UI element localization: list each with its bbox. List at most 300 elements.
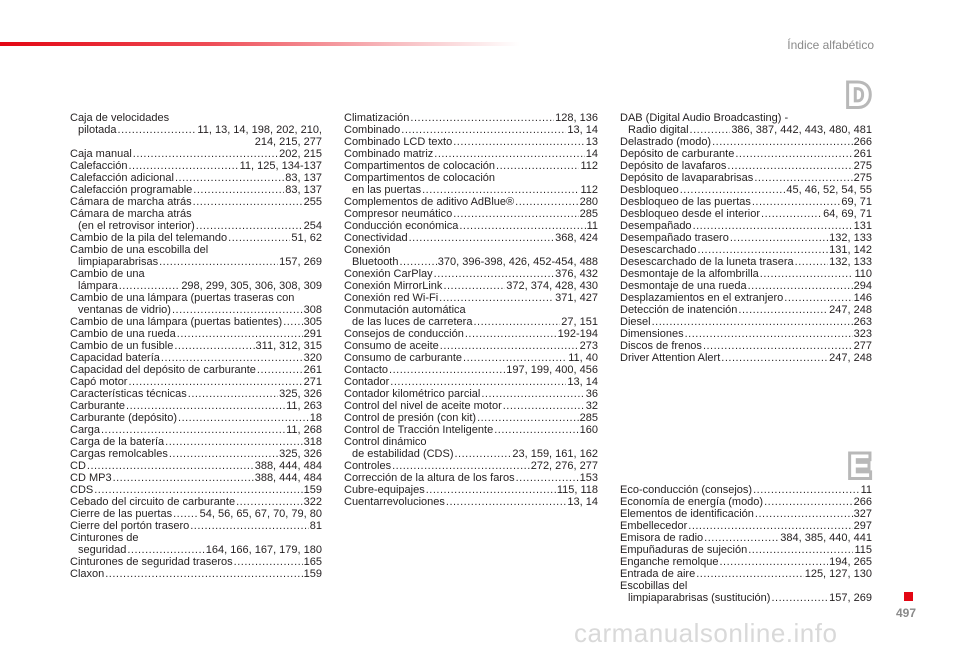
index-term: Combinado bbox=[344, 124, 401, 136]
index-line bbox=[70, 544, 322, 556]
index-pages: 247, 248 bbox=[829, 352, 872, 364]
dot-leader bbox=[688, 520, 852, 532]
index-term: Cambio de la pila del telemando bbox=[70, 232, 228, 244]
index-entry bbox=[70, 436, 322, 448]
index-line bbox=[620, 184, 872, 196]
index-term: Desbloqueo de las puertas bbox=[620, 196, 751, 208]
dot-leader bbox=[399, 256, 436, 268]
index-term: Empuñaduras de sujeción bbox=[620, 544, 748, 556]
index-term: Carburante bbox=[70, 400, 126, 412]
dot-leader bbox=[178, 412, 309, 424]
index-line bbox=[70, 424, 322, 436]
index-term: Cambio de una escobilla del bbox=[70, 244, 209, 256]
dot-leader bbox=[753, 484, 860, 496]
index-line bbox=[70, 184, 322, 196]
dot-leader bbox=[236, 496, 303, 508]
index-entry bbox=[620, 316, 872, 328]
index-pages: 83, 137 bbox=[285, 184, 322, 196]
index-line bbox=[70, 256, 322, 268]
index-entry bbox=[70, 268, 322, 292]
index-line bbox=[620, 508, 872, 520]
index-pages: 254 bbox=[303, 220, 322, 232]
index-pages: 384, 385, 440, 441 bbox=[780, 532, 872, 544]
index-line bbox=[620, 160, 872, 172]
index-term: Cinturones de bbox=[70, 532, 139, 544]
index-term: Cambio de una bbox=[70, 268, 145, 280]
index-pages: 115 bbox=[854, 544, 872, 556]
dot-leader bbox=[721, 352, 828, 364]
index-term: Dimensiones bbox=[620, 328, 684, 340]
index-line bbox=[344, 340, 598, 352]
index-term: Depósito de lavafaros bbox=[620, 160, 727, 172]
index-line bbox=[70, 460, 322, 472]
index-pages: 64, 69, 71 bbox=[823, 208, 872, 220]
index-pages: 255 bbox=[303, 196, 322, 208]
index-pages: 23, 159, 161, 162 bbox=[512, 448, 598, 460]
index-pages: 291 bbox=[303, 328, 322, 340]
index-line bbox=[344, 424, 598, 436]
index-line bbox=[70, 520, 322, 532]
dot-leader bbox=[795, 256, 829, 268]
index-line bbox=[620, 304, 872, 316]
index-term: Cinturones de seguridad traseros bbox=[70, 556, 233, 568]
index-line bbox=[70, 304, 322, 316]
index-term: Depósito de lavaparabrisas bbox=[620, 172, 754, 184]
index-term: Compartimentos de colocación bbox=[344, 172, 496, 184]
index-entry bbox=[70, 376, 322, 388]
dot-leader bbox=[169, 448, 278, 460]
dot-leader bbox=[727, 160, 852, 172]
index-pages: 261 bbox=[853, 148, 872, 160]
index-term: Carga de la batería bbox=[70, 436, 165, 448]
index-entry bbox=[70, 388, 322, 400]
index-entry bbox=[344, 244, 598, 268]
index-term: Cambio de una rueda bbox=[70, 328, 176, 340]
dot-leader bbox=[760, 268, 854, 280]
index-entry bbox=[344, 412, 598, 424]
index-term: Capacidad del depósito de carburante bbox=[70, 364, 256, 376]
index-pages: 153 bbox=[579, 472, 598, 484]
index-line bbox=[70, 172, 322, 184]
index-pages: 157, 269 bbox=[279, 256, 322, 268]
index-pages: 131, 142 bbox=[829, 244, 872, 256]
index-line bbox=[344, 184, 598, 196]
index-line bbox=[344, 364, 598, 376]
index-line bbox=[70, 124, 322, 136]
index-entry bbox=[620, 208, 872, 220]
index-line bbox=[70, 220, 322, 232]
index-entry bbox=[70, 292, 322, 316]
index-term: Compartimentos de colocación bbox=[344, 160, 496, 172]
index-entry bbox=[70, 532, 322, 556]
dot-leader bbox=[496, 160, 579, 172]
dot-leader bbox=[463, 352, 567, 364]
dot-leader bbox=[234, 556, 303, 568]
index-line bbox=[70, 112, 322, 124]
index-term: Escobillas del bbox=[620, 580, 688, 592]
index-term: Conexión CarPlay bbox=[344, 268, 433, 280]
index-line bbox=[620, 148, 872, 160]
index-entry bbox=[70, 160, 322, 172]
index-term: Diesel bbox=[620, 316, 651, 328]
index-pages: 275 bbox=[853, 160, 872, 172]
index-term: Claxon bbox=[70, 568, 105, 580]
dot-leader bbox=[174, 340, 254, 352]
dot-leader bbox=[453, 208, 578, 220]
dot-leader bbox=[712, 136, 853, 148]
index-entry bbox=[70, 316, 322, 328]
dot-leader bbox=[730, 232, 828, 244]
index-term: Control del nivel de aceite motor bbox=[344, 400, 502, 412]
index-pages: 277 bbox=[853, 340, 872, 352]
index-line bbox=[620, 244, 872, 256]
index-line bbox=[620, 208, 872, 220]
index-line bbox=[344, 268, 598, 280]
index-pages: 273 bbox=[579, 340, 598, 352]
dot-leader bbox=[685, 328, 853, 340]
dot-leader bbox=[173, 508, 199, 520]
index-term: Carburante (depósito) bbox=[70, 412, 178, 424]
index-entry bbox=[70, 364, 322, 376]
dot-leader bbox=[161, 352, 303, 364]
watermark: carmanualsonline.info bbox=[574, 618, 838, 648]
dot-leader bbox=[477, 412, 579, 424]
index-pages: 132, 133 bbox=[829, 232, 872, 244]
index-pages: 388, 444, 484 bbox=[254, 460, 322, 472]
index-line bbox=[344, 292, 598, 304]
index-pages: 275 bbox=[853, 172, 872, 184]
index-pages: 83, 137 bbox=[285, 172, 322, 184]
dot-leader bbox=[453, 136, 585, 148]
index-entry bbox=[344, 136, 598, 148]
index-line bbox=[344, 244, 598, 256]
index-pages: 13 bbox=[585, 136, 598, 148]
index-entry bbox=[344, 484, 598, 496]
index-entry bbox=[70, 352, 322, 364]
index-term: Consumo de aceite bbox=[344, 340, 439, 352]
index-term: Radio digital bbox=[628, 124, 689, 136]
index-entry bbox=[70, 244, 322, 268]
index-pages: 11 bbox=[860, 484, 872, 496]
index-pages: 13, 14 bbox=[567, 124, 598, 136]
index-term: Desempañado trasero bbox=[620, 232, 729, 244]
index-entry bbox=[344, 148, 598, 160]
page-marker-square bbox=[904, 592, 913, 601]
index-line bbox=[344, 148, 598, 160]
index-entry bbox=[344, 304, 598, 328]
index-term: Control de Tracción Inteligente bbox=[344, 424, 494, 436]
index-pages: 146 bbox=[853, 292, 872, 304]
index-term: en las puertas bbox=[352, 184, 422, 196]
index-pages: 266 bbox=[853, 496, 872, 508]
dot-leader bbox=[392, 460, 530, 472]
index-entry bbox=[620, 568, 872, 580]
index-line bbox=[70, 268, 322, 280]
index-term: Controles bbox=[344, 460, 392, 472]
index-entry bbox=[70, 184, 322, 196]
index-line bbox=[620, 292, 872, 304]
index-line bbox=[344, 388, 598, 400]
index-term: Conexión MirrorLink bbox=[344, 280, 443, 292]
dot-leader bbox=[389, 364, 505, 376]
index-pages: 13, 14 bbox=[567, 496, 598, 508]
index-line bbox=[344, 436, 598, 448]
dot-leader bbox=[752, 196, 841, 208]
index-pages: 325, 326 bbox=[279, 448, 322, 460]
index-entry bbox=[70, 460, 322, 472]
index-line bbox=[620, 556, 872, 568]
index-pages: 197, 199, 400, 456 bbox=[506, 364, 598, 376]
index-pages: 371, 427 bbox=[555, 292, 598, 304]
dot-leader bbox=[704, 532, 779, 544]
index-line bbox=[70, 244, 322, 256]
dot-leader bbox=[761, 208, 822, 220]
index-pages: 81 bbox=[309, 520, 322, 532]
index-pages: 322 bbox=[303, 496, 322, 508]
index-line bbox=[620, 220, 872, 232]
index-term: Calefacción bbox=[70, 160, 128, 172]
dot-leader bbox=[196, 220, 303, 232]
index-line bbox=[344, 376, 598, 388]
dot-leader bbox=[434, 148, 584, 160]
index-pages: 36 bbox=[585, 388, 598, 400]
index-entry bbox=[620, 196, 872, 208]
header-accent-line bbox=[0, 42, 520, 46]
index-term: Contador kilométrico parcial bbox=[344, 388, 481, 400]
index-entry bbox=[344, 472, 598, 484]
index-pages: 27, 151 bbox=[561, 316, 598, 328]
dot-leader bbox=[193, 196, 303, 208]
dot-leader bbox=[439, 292, 554, 304]
index-term: Contador bbox=[344, 376, 390, 388]
index-term: (en el retrovisor interior) bbox=[78, 220, 195, 232]
index-term: Complementos de aditivo AdBlue® bbox=[344, 196, 515, 208]
index-line bbox=[620, 580, 872, 592]
index-pages: 11, 40 bbox=[568, 352, 598, 364]
index-line bbox=[70, 508, 322, 520]
index-line bbox=[344, 136, 598, 148]
index-entry bbox=[620, 280, 872, 292]
index-pages: 214, 215, 277 bbox=[254, 136, 322, 148]
index-line bbox=[620, 484, 872, 496]
index-pages: 298, 299, 305, 306, 308, 309 bbox=[181, 280, 322, 292]
index-entry bbox=[620, 520, 872, 532]
index-term: Economía de energía (modo) bbox=[620, 496, 764, 508]
index-term: Desescarchado bbox=[620, 244, 697, 256]
index-entry bbox=[620, 580, 872, 604]
index-term: Consejos de conducción bbox=[344, 328, 464, 340]
index-entry bbox=[620, 304, 872, 316]
index-entry bbox=[344, 328, 598, 340]
dot-leader bbox=[87, 460, 254, 472]
index-term: de estabilidad (CDS) bbox=[352, 448, 454, 460]
index-entry bbox=[344, 172, 598, 196]
index-pages: 54, 56, 65, 67, 70, 79, 80 bbox=[199, 508, 322, 520]
index-entry bbox=[344, 352, 598, 364]
index-pages: 125, 127, 130 bbox=[804, 568, 872, 580]
index-pages: 160 bbox=[579, 424, 598, 436]
index-term: Cubre-equipajes bbox=[344, 484, 425, 496]
index-pages: 323 bbox=[853, 328, 872, 340]
index-entry bbox=[70, 520, 322, 532]
dot-leader bbox=[754, 172, 852, 184]
index-entry bbox=[70, 112, 322, 148]
dot-leader bbox=[696, 568, 803, 580]
index-pages: 368, 424 bbox=[555, 232, 598, 244]
index-entry bbox=[620, 172, 872, 184]
index-term: Cargas remolcables bbox=[70, 448, 168, 460]
index-term: Cambio de una lámpara (puertas traseras con bbox=[70, 292, 295, 304]
dot-leader bbox=[128, 376, 302, 388]
index-entry bbox=[70, 232, 322, 244]
index-pages: 112 bbox=[580, 160, 598, 172]
index-line bbox=[620, 124, 872, 136]
index-term: Cámara de marcha atrás bbox=[70, 196, 192, 208]
index-term: Driver Attention Alert bbox=[620, 352, 721, 364]
index-line bbox=[70, 448, 322, 460]
index-entry bbox=[620, 532, 872, 544]
index-term: limpiaparabrisas (sustitución) bbox=[628, 592, 771, 604]
index-pages: 308 bbox=[303, 304, 322, 316]
index-term: Desmontaje de la alfombrilla bbox=[620, 268, 759, 280]
index-line bbox=[344, 112, 598, 124]
index-pages: 18 bbox=[309, 412, 322, 424]
index-pages: 131 bbox=[853, 220, 872, 232]
dot-leader bbox=[697, 244, 828, 256]
index-pages: 280 bbox=[579, 196, 598, 208]
dot-leader bbox=[105, 568, 302, 580]
index-term: CDS bbox=[70, 484, 94, 496]
dot-leader bbox=[690, 124, 731, 136]
index-line bbox=[620, 280, 872, 292]
index-entry bbox=[620, 160, 872, 172]
index-pages: 372, 374, 428, 430 bbox=[506, 280, 598, 292]
index-entry bbox=[620, 544, 872, 556]
section-letter-d: D bbox=[847, 77, 871, 113]
dot-leader bbox=[735, 148, 852, 160]
index-entry bbox=[70, 484, 322, 496]
index-line bbox=[344, 208, 598, 220]
index-entry bbox=[344, 220, 598, 232]
index-pages: 192-194 bbox=[557, 328, 598, 340]
index-entry bbox=[620, 328, 872, 340]
dot-leader bbox=[228, 232, 290, 244]
index-term: Conectividad bbox=[344, 232, 408, 244]
index-term: Desmontaje de una rueda bbox=[620, 280, 747, 292]
index-entry bbox=[344, 496, 598, 508]
index-line bbox=[70, 568, 322, 580]
index-line bbox=[344, 448, 598, 460]
index-entry bbox=[70, 196, 322, 208]
index-line bbox=[620, 592, 872, 604]
index-line bbox=[344, 160, 598, 172]
index-entry bbox=[344, 436, 598, 460]
index-pages: 318 bbox=[303, 436, 322, 448]
index-line bbox=[70, 364, 322, 376]
dot-leader bbox=[719, 556, 828, 568]
index-entry bbox=[620, 268, 872, 280]
index-term: Delastrado (modo) bbox=[620, 136, 712, 148]
index-term: Detección de inatención bbox=[620, 304, 738, 316]
index-line bbox=[70, 340, 322, 352]
index-term: Control de presión (con kit) bbox=[344, 412, 477, 424]
index-line bbox=[344, 484, 598, 496]
dot-leader bbox=[422, 184, 579, 196]
index-entry bbox=[620, 184, 872, 196]
dot-leader bbox=[390, 376, 566, 388]
index-term: Consumo de carburante bbox=[344, 352, 463, 364]
index-term: Cambio de un fusible bbox=[70, 340, 174, 352]
dot-leader bbox=[440, 340, 579, 352]
dot-leader bbox=[426, 484, 556, 496]
dot-leader bbox=[784, 292, 852, 304]
index-line bbox=[70, 556, 322, 568]
dot-leader bbox=[515, 196, 578, 208]
index-term: Compresor neumático bbox=[344, 208, 453, 220]
index-line bbox=[344, 352, 598, 364]
index-entry bbox=[344, 400, 598, 412]
index-pages: 110 bbox=[854, 268, 872, 280]
index-term: Cambio de una lámpara (puertas batientes) bbox=[70, 316, 283, 328]
index-pages: 69, 71 bbox=[841, 196, 872, 208]
dot-leader bbox=[516, 472, 579, 484]
index-term: Conmutación automática bbox=[344, 304, 466, 316]
dot-leader bbox=[126, 400, 285, 412]
index-pages: 202, 215 bbox=[279, 148, 322, 160]
index-term: Corrección de la altura de los faros bbox=[344, 472, 515, 484]
index-pages: 386, 387, 442, 443, 480, 481 bbox=[731, 124, 872, 136]
index-line bbox=[70, 436, 322, 448]
index-entry bbox=[620, 112, 872, 136]
index-pages: 164, 166, 167, 179, 180 bbox=[205, 544, 322, 556]
index-pages: 285 bbox=[579, 208, 598, 220]
dot-leader bbox=[680, 184, 786, 196]
index-line bbox=[620, 544, 872, 556]
dot-leader bbox=[113, 472, 254, 484]
index-term: Control dinámico bbox=[344, 436, 427, 448]
index-column-3-d bbox=[620, 112, 872, 364]
dot-leader bbox=[748, 280, 853, 292]
index-entry bbox=[620, 136, 872, 148]
dot-leader bbox=[257, 364, 303, 376]
index-line bbox=[620, 256, 872, 268]
dot-leader bbox=[503, 400, 585, 412]
index-entry bbox=[620, 496, 872, 508]
index-line bbox=[70, 232, 322, 244]
index-term: Emisora de radio bbox=[620, 532, 704, 544]
index-line bbox=[70, 496, 322, 508]
index-entry bbox=[70, 496, 322, 508]
dot-leader bbox=[159, 256, 278, 268]
index-entry bbox=[70, 448, 322, 460]
index-pages: 247, 248 bbox=[829, 304, 872, 316]
index-pages: 388, 444, 484 bbox=[254, 472, 322, 484]
dot-leader bbox=[443, 280, 505, 292]
index-entry bbox=[344, 124, 598, 136]
index-pages: 370, 396-398, 426, 452-454, 488 bbox=[437, 256, 598, 268]
index-entry bbox=[620, 244, 872, 256]
index-term: Cierre del portón trasero bbox=[70, 520, 190, 532]
index-entry bbox=[620, 352, 872, 364]
index-term: Elementos de identificación bbox=[620, 508, 754, 520]
index-entry bbox=[70, 508, 322, 520]
index-line bbox=[344, 460, 598, 472]
index-entry bbox=[70, 328, 322, 340]
index-term: Cuentarrevoluciones bbox=[344, 496, 445, 508]
dot-leader bbox=[652, 316, 853, 328]
index-term: Climatización bbox=[344, 112, 410, 124]
dot-leader bbox=[193, 184, 284, 196]
